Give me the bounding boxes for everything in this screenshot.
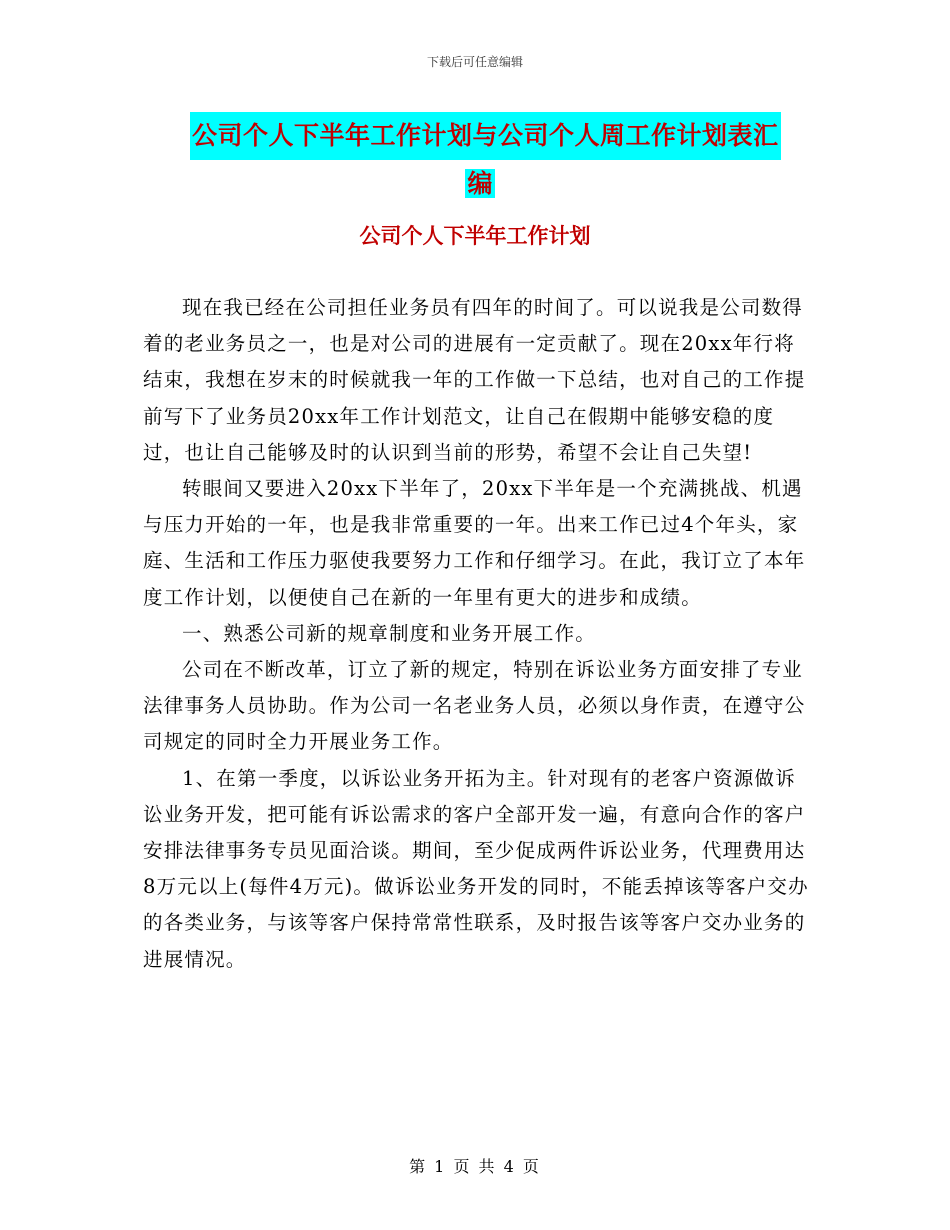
document-title — [190, 112, 810, 208]
document-body — [143, 290, 813, 978]
paragraph: 一、熟悉公司新的规章制度和业务开展工作。 — [182, 621, 597, 645]
page-number-footer: 第 1 页 共 4 页 — [409, 1157, 541, 1176]
paragraph: 转眼间又要进入20xx下半年了，20xx下半年是一个充满挑战、机遇与压力开始的一年，也是我非常重要的一年。出来工作已过4个年头，家庭、生活和工作压力驱使我要努力工作和仔细学习。在此，我订立了本年度工作计划，以便使自己在新的一年里有更大的进步和成绩。 — [143, 477, 806, 609]
header-note: 下载后可任意编辑 — [426, 55, 523, 69]
paragraph: 公司在不断改革，订立了新的规定，特别在诉讼业务方面安排了专业法律事务人员协助。作为公司一名老业务人员，必须以身作责，在遵守公司规定的同时全力开展业务工作。 — [143, 658, 806, 754]
document-title-line-2-wrap — [150, 160, 810, 208]
paragraph: 1、在第一季度，以诉讼业务开拓为主。针对现有的老客户资源做诉讼业务开发，把可能有诉讼需求的客户全部开发一遍，有意向合作的客户安排法律事务专员见面洽谈。期间，至少促成两件诉讼业务，代理费用达8万元以上(每件4万元)。做诉讼业务开发的同时，不能丢掉该等客户交办的各类业务，与该等客户保持常常性联系，及时报告该等客户交办业务的进展情况。 — [143, 766, 809, 971]
document-title-line-1: 公司个人下半年工作计划与公司个人周工作计划表汇 — [190, 112, 781, 160]
section-title: 公司个人下半年工作计划 — [359, 224, 591, 248]
paragraph: 现在我已经在公司担任业务员有四年的时间了。可以说我是公司数得着的老业务员之一，也是对公司的进展有一定贡献了。现在20xx年行将结束，我想在岁末的时候就我一年的工作做一下总结，也对自己的工作提前写下了业务员20xx年工作计划范文，让自己在假期中能够安稳的度过，也让自己能够及时的认识到当前的形势，希望不会让自己失望! — [143, 296, 806, 464]
document-title-line-2: 编 — [467, 169, 493, 198]
